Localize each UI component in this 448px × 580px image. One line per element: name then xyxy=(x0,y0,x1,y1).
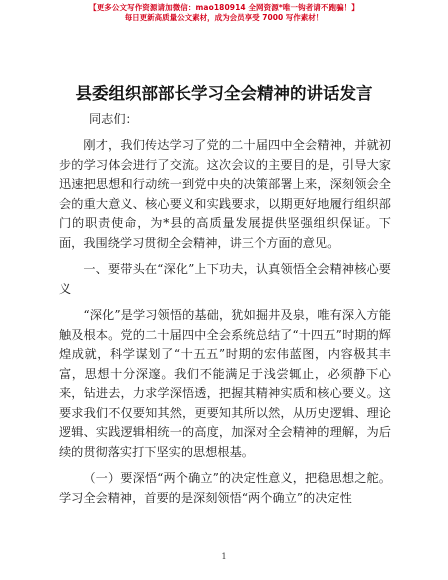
document-title: 县委组织部部长学习全会精神的讲话发言 xyxy=(75,84,373,103)
paragraph-deepen: “深化”是学习领悟的基础，犹如掘井及泉，唯有深入方能触及根本。党的二十届四中全会系统总结了“十四五”时期的辉煌成就，科学谋划了“十五五”时期的宏伟蓝图，内容极其丰富，思想十分深邃。我们不能满足于浅尝辄止，必须静下心来，钻进去，力求学深悟透，把握其精神实质和核心要义。这要求我们不仅要知其然，更要知其所以然，从历史逻辑、理论逻辑、实践逻辑相统一的高度，加深对全会精神的理解，为后续的贯彻落实打下坚实的思想根基。 xyxy=(59,308,391,459)
subsection-heading-1: （一）要深悟“两个确立”的决定性意义，把稳思想之舵。学习全会精神，首要的是深刻领悟“两个确立”的决定性 xyxy=(59,471,391,505)
paragraph-intro: 刚才，我们传达学习了党的二十届四中全会精神，并就初步的学习体会进行了交流。这次会议的主要目的是，引导大家迅速把思想和行动统一到党中央的决策部署上来，深刻领会全会的重大意义、核心要义和实践要求，以期更好地履行组织部门的职责使命，为*县的高质量发展提供坚强组织保证。下面，我围绕学习贯彻全会精神，讲三个方面的意见。 xyxy=(59,138,391,250)
promo-banner xyxy=(0,3,448,23)
salutation: 同志们： xyxy=(89,112,138,126)
page-number: 1 xyxy=(221,552,227,561)
document-body xyxy=(59,136,391,508)
promo-banner-line-2: 每日更新高质量公文素材，成为会员享受 7000 写作素材！ xyxy=(124,13,324,22)
section-heading-1: 一、要带头在“深化”上下功夫，认真领悟全会精神核心要义 xyxy=(59,262,391,296)
promo-banner-line-1: 【更多公文写作资源请加微信：mao180914 全网资源*唯一钩者请不跑骗！】 xyxy=(89,3,359,12)
